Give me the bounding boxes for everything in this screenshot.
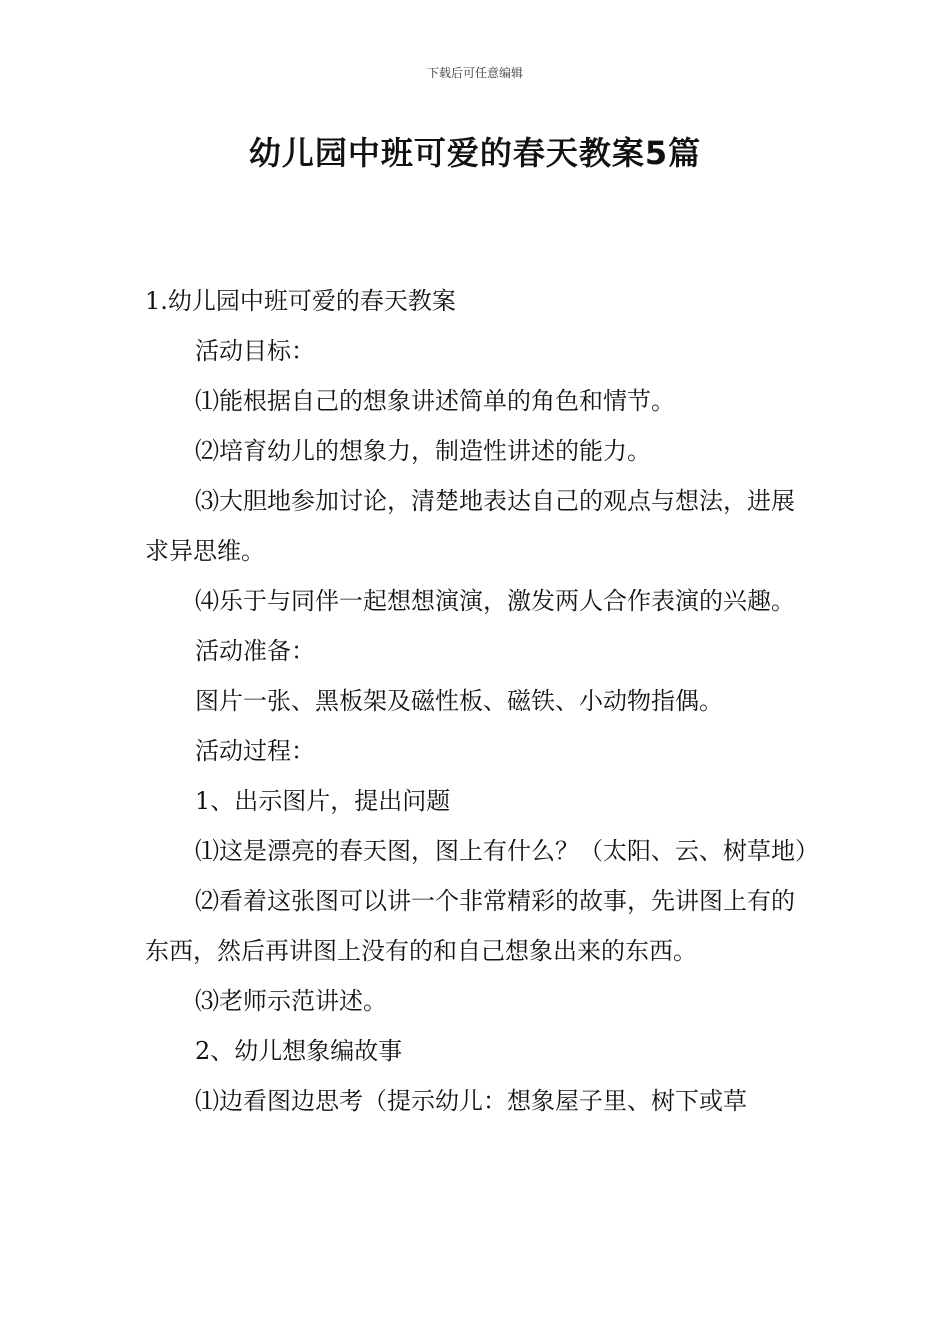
paragraph: ⑵培育幼儿的想象力，制造性讲述的能力。 <box>195 437 651 465</box>
paragraph: ⑴能根据自己的想象讲述简单的角色和情节。 <box>195 387 675 415</box>
paragraph: ⑷乐于与同伴一起想想演演，激发两人合作表演的兴趣。 <box>195 587 795 615</box>
header-note: 下载后可任意编辑 <box>426 66 523 80</box>
paragraph: 活动准备： <box>195 637 315 665</box>
document-body <box>145 276 819 1126</box>
paragraph: ⑶老师示范讲述。 <box>195 987 387 1015</box>
paragraph: 活动过程： <box>195 737 315 765</box>
paragraph: ⑶大胆地参加讨论，清楚地表达自己的观点与想法，进展求异思维。 <box>145 487 795 565</box>
paragraph: ⑴这是漂亮的春天图，图上有什么？（太阳、云、树草地） <box>195 837 819 865</box>
paragraph: 2、幼儿想象编故事 <box>195 1037 403 1065</box>
section-heading: 1.幼儿园中班可爱的春天教案 <box>145 287 456 315</box>
paragraph: 活动目标： <box>195 337 315 365</box>
paragraph: ⑴边看图边思考（提示幼儿：想象屋子里、树下或草 <box>195 1087 747 1115</box>
paragraph: ⑵看着这张图可以讲一个非常精彩的故事，先讲图上有的东西，然后再讲图上没有的和自己想象出来的东西。 <box>145 887 795 965</box>
document-title: 幼儿园中班可爱的春天教案5篇 <box>248 134 702 172</box>
paragraph: 图片一张、黑板架及磁性板、磁铁、小动物指偶。 <box>195 687 723 715</box>
paragraph: 1、出示图片，提出问题 <box>195 787 451 815</box>
